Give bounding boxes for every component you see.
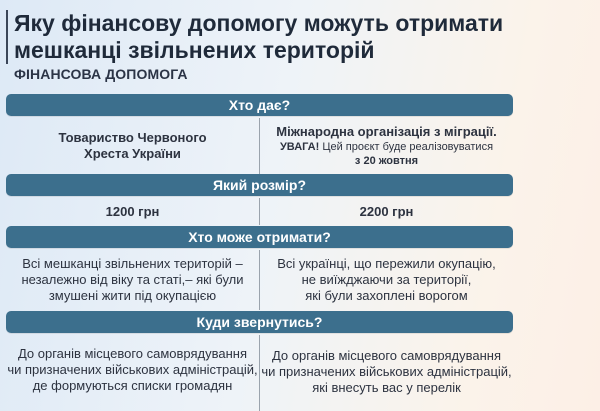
cell-right [260, 118, 513, 174]
warning-label: УВАГА! [279, 141, 320, 153]
cell-right [260, 335, 513, 411]
section-row-where-to-apply [6, 335, 513, 411]
section-row-amount [6, 198, 513, 225]
cell-left [6, 250, 259, 310]
warning-date: з 20 жовтня [354, 155, 419, 167]
cell-right [260, 198, 513, 225]
section-row-who-gives [6, 118, 513, 174]
cell-text: які були захоплені ворогом [305, 288, 468, 303]
cell-text: Всі мешканці звільнених територій – [22, 256, 243, 271]
cell-text: До органів місцевого самоврядування [271, 348, 502, 363]
cell-text: змушені жити під окупацією [48, 288, 217, 303]
cell-text: незалежно від віку та статі,– які були [21, 272, 244, 287]
cell-left [6, 198, 259, 225]
amount-value: 2200 грн [359, 203, 414, 219]
cell-text: не виїжджаючи за території, [301, 272, 472, 287]
section-heading-amount: Який розмір? [6, 174, 513, 196]
section-heading-where-to-apply: Куди звернутись? [6, 311, 513, 333]
cell-text: чи призначених військових адміністрацій, [261, 364, 512, 379]
cell-text: які внесуть вас у перелік [312, 380, 461, 395]
title-line-2: мешканці звільнених територій [14, 37, 375, 63]
cell-right [260, 250, 513, 310]
section-heading-who-gives: Хто дає? [6, 94, 513, 116]
cell-text: де формуються списки громадян [32, 378, 233, 393]
cell-text: Всі українці, що пережили окупацію, [277, 256, 496, 271]
section-heading-eligibility: Хто може отримати? [6, 226, 513, 248]
amount-value: 1200 грн [105, 203, 160, 219]
subtitle: ФІНАНСОВА ДОПОМОГА [14, 66, 188, 82]
page-title [6, 10, 503, 64]
section-row-eligibility [6, 250, 513, 310]
title-line-1: Яку фінансову допомогу можуть отримати [14, 10, 504, 36]
cell-left [6, 118, 259, 174]
cell-text: чи призначених військових адміністрацій, [7, 362, 258, 377]
warning-text: Цей проєкт буде реалізовуватися [319, 141, 494, 153]
cell-text: Товариство Червоного [58, 130, 207, 145]
cell-text: Хреста України [84, 146, 181, 161]
cell-text: Міжнародна організація з міграції. [276, 124, 497, 139]
cell-text: До органів місцевого самоврядування [17, 346, 248, 361]
warning-note [280, 140, 493, 154]
cell-left [6, 335, 259, 411]
